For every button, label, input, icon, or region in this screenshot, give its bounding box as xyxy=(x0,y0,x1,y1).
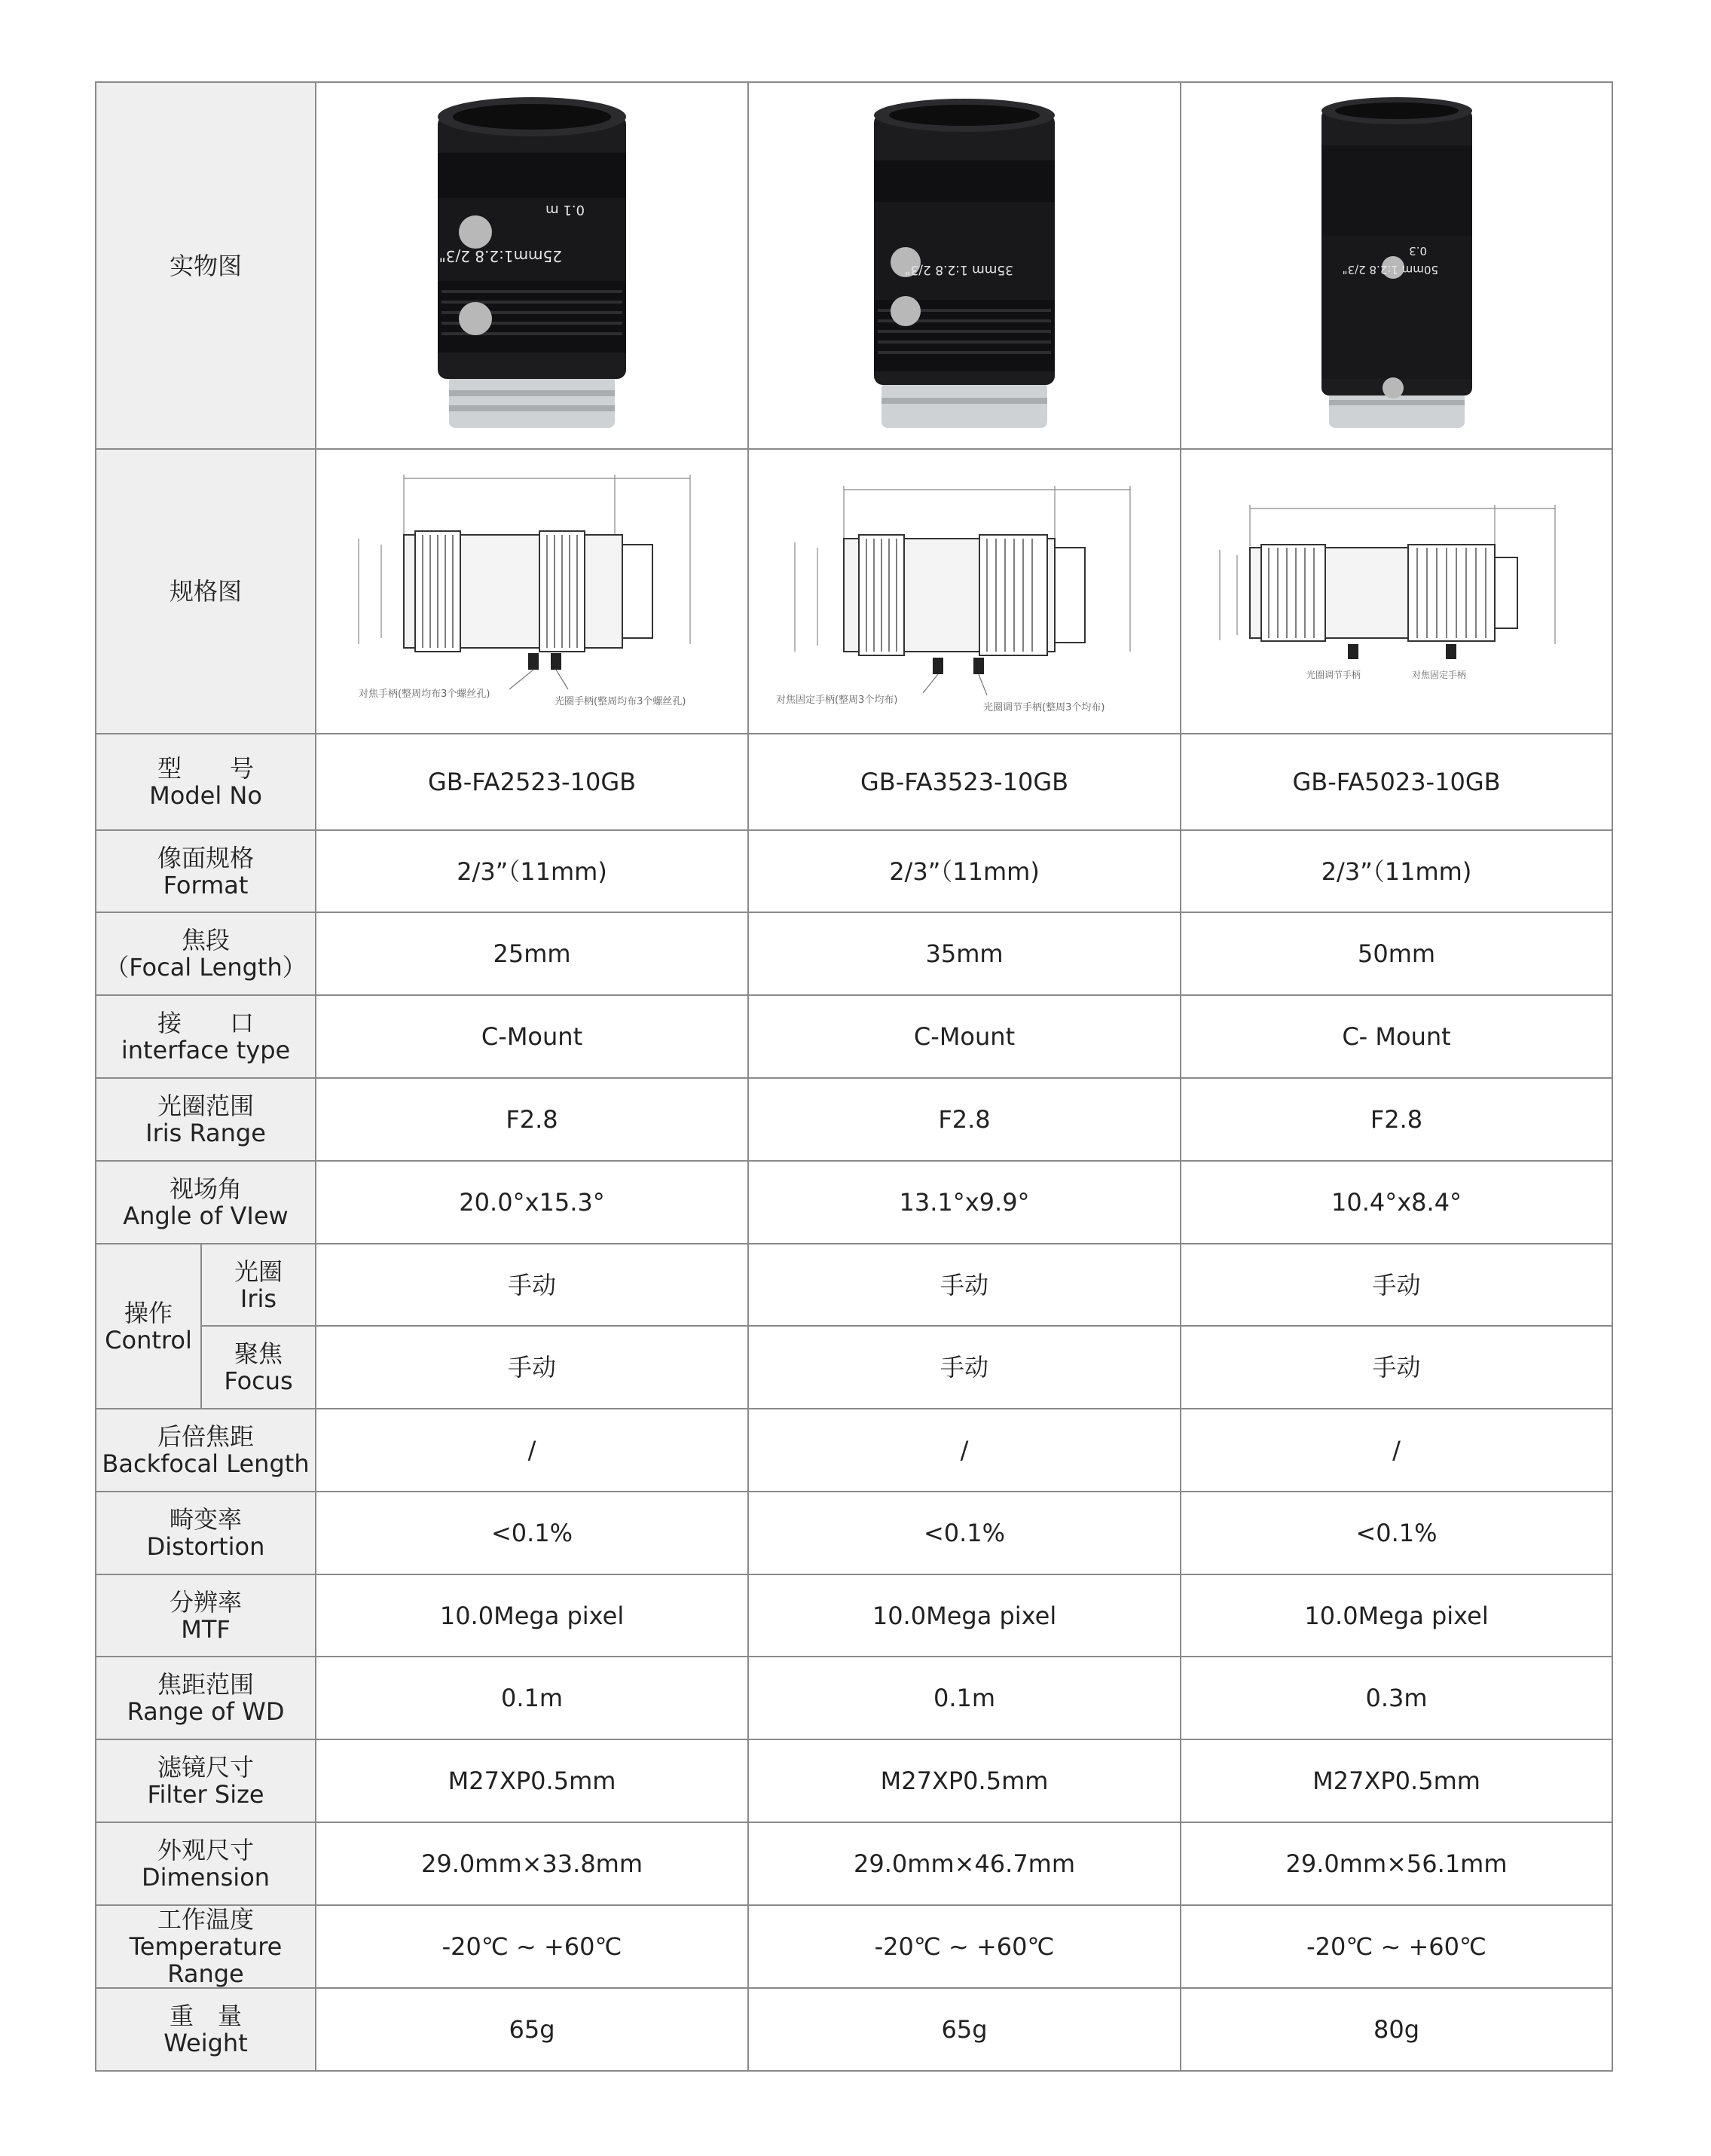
dimension-value: 29.0mm×46.7mm xyxy=(748,1822,1181,1905)
label-drawing: 规格图 xyxy=(96,449,316,734)
lens-drawing-3 xyxy=(1181,449,1612,734)
lens-3-focus-mark: 0.3 xyxy=(1408,243,1427,258)
lens-3-note-iris: 光圈调节手柄 xyxy=(1306,670,1361,680)
lens-drawing-1 xyxy=(316,449,748,734)
working-distance-value: 0.1m xyxy=(748,1657,1181,1739)
lens-drawing-2 xyxy=(748,449,1181,734)
weight-value: 65g xyxy=(316,1988,748,2071)
row-backfocal xyxy=(96,1409,1612,1492)
label-working-distance: 焦距范围 Range of WD xyxy=(96,1657,316,1739)
distortion-value: <0.1% xyxy=(316,1492,748,1574)
filter-size-value: M27XP0.5mm xyxy=(748,1739,1181,1822)
lens-photo-3 xyxy=(1181,82,1612,449)
temperature-value: -20℃ ~ +60℃ xyxy=(1181,1905,1612,1988)
iris-control-value: 手动 xyxy=(1181,1244,1612,1326)
lens-2-engraving: 35mm 1:2.8 2/3" xyxy=(904,261,1014,277)
row-drawing xyxy=(96,449,1612,734)
backfocal-value: / xyxy=(748,1409,1181,1492)
row-photo xyxy=(96,82,1612,449)
label-interface: 接 口 interface type xyxy=(96,995,316,1078)
row-distortion xyxy=(96,1492,1612,1574)
lens-photo-1 xyxy=(316,82,748,449)
lens-2-illustration xyxy=(851,93,1077,439)
iris-control-value: 手动 xyxy=(316,1244,748,1326)
label-dimension: 外观尺寸 Dimension xyxy=(96,1822,316,1905)
row-working-distance xyxy=(96,1657,1612,1739)
lens-2-note-focus: 对焦固定手柄(整周3个均布) xyxy=(776,695,898,706)
row-interface xyxy=(96,995,1612,1078)
distortion-value: <0.1% xyxy=(1181,1492,1612,1574)
row-focal-length xyxy=(96,912,1612,995)
iris-control-value: 手动 xyxy=(748,1244,1181,1326)
label-temperature: 工作温度 Temperature Range xyxy=(96,1905,316,1988)
model-value: GB-FA2523-10GB xyxy=(316,734,748,830)
weight-value: 65g xyxy=(748,1988,1181,2071)
label-mtf: 分辨率 MTF xyxy=(96,1574,316,1657)
working-distance-value: 0.3m xyxy=(1181,1657,1612,1739)
distortion-value: <0.1% xyxy=(748,1492,1181,1574)
row-mtf xyxy=(96,1574,1612,1657)
row-filter-size xyxy=(96,1739,1612,1822)
row-control-focus xyxy=(96,1326,1612,1409)
mtf-value: 10.0Mega pixel xyxy=(316,1574,748,1657)
row-dimension xyxy=(96,1822,1612,1905)
backfocal-value: / xyxy=(316,1409,748,1492)
lens-2-dimension-drawing xyxy=(761,456,1168,727)
interface-value: C-Mount xyxy=(748,995,1181,1078)
dimension-value: 29.0mm×56.1mm xyxy=(1181,1822,1612,1905)
lens-3-illustration xyxy=(1306,93,1487,439)
temperature-value: -20℃ ~ +60℃ xyxy=(748,1905,1181,1988)
lens-1-focus-mark: 0.1 m xyxy=(545,201,585,218)
lens-1-dimension-drawing xyxy=(328,456,735,727)
lens-2-note-iris: 光圈调节手柄(整周3个均布) xyxy=(983,702,1105,713)
label-distortion: 畸变率 Distortion xyxy=(96,1492,316,1574)
lens-1-note-iris: 光圈手柄(整周均布3个螺丝孔) xyxy=(555,696,686,707)
focus-control-value: 手动 xyxy=(316,1326,748,1409)
row-temperature xyxy=(96,1905,1612,1988)
row-format xyxy=(96,830,1612,912)
label-control: 操作 Control xyxy=(96,1244,201,1409)
iris-range-value: F2.8 xyxy=(316,1078,748,1161)
iris-range-value: F2.8 xyxy=(748,1078,1181,1161)
focal-length-value: 25mm xyxy=(316,912,748,995)
focus-control-value: 手动 xyxy=(1181,1326,1612,1409)
label-iris: 光圈 Iris xyxy=(201,1244,316,1326)
lens-photo-2 xyxy=(748,82,1181,449)
angle-of-view-value: 20.0°x15.3° xyxy=(316,1161,748,1244)
mtf-value: 10.0Mega pixel xyxy=(1181,1574,1612,1657)
row-iris-range xyxy=(96,1078,1612,1161)
label-weight: 重 量 Weight xyxy=(96,1988,316,2071)
angle-of-view-value: 10.4°x8.4° xyxy=(1181,1161,1612,1244)
label-photo: 实物图 xyxy=(96,82,316,449)
label-focus: 聚焦 Focus xyxy=(201,1326,316,1409)
model-value: GB-FA3523-10GB xyxy=(748,734,1181,830)
filter-size-value: M27XP0.5mm xyxy=(1181,1739,1612,1822)
row-control-iris xyxy=(96,1244,1612,1326)
row-angle-of-view xyxy=(96,1161,1612,1244)
lens-1-note-focus: 对焦手柄(整周均布3个螺丝孔) xyxy=(359,689,490,700)
label-filter-size: 滤镜尺寸 Filter Size xyxy=(96,1739,316,1822)
lens-3-engraving: 50mm 1:2.8 2/3" xyxy=(1342,262,1438,276)
model-value: GB-FA5023-10GB xyxy=(1181,734,1612,830)
label-iris-range: 光圈范围 Iris Range xyxy=(96,1078,316,1161)
weight-value: 80g xyxy=(1181,1988,1612,2071)
working-distance-value: 0.1m xyxy=(316,1657,748,1739)
backfocal-value: / xyxy=(1181,1409,1612,1492)
lens-spec-table xyxy=(95,81,1613,2072)
iris-range-value: F2.8 xyxy=(1181,1078,1612,1161)
row-weight xyxy=(96,1988,1612,2071)
interface-value: C- Mount xyxy=(1181,995,1612,1078)
lens-3-note-focus: 对焦固定手柄 xyxy=(1411,670,1466,680)
label-angle-of-view: 视场角 Angle of VIew xyxy=(96,1161,316,1244)
mtf-value: 10.0Mega pixel xyxy=(748,1574,1181,1657)
format-value: 2/3”（11mm) xyxy=(1181,830,1612,912)
format-value: 2/3”（11mm) xyxy=(748,830,1181,912)
row-model xyxy=(96,734,1612,830)
label-model: 型 号 Model No xyxy=(96,734,316,830)
focus-control-value: 手动 xyxy=(748,1326,1181,1409)
focal-length-value: 35mm xyxy=(748,912,1181,995)
interface-value: C-Mount xyxy=(316,995,748,1078)
lens-3-dimension-drawing xyxy=(1193,456,1600,727)
format-value: 2/3”（11mm) xyxy=(316,830,748,912)
lens-1-illustration xyxy=(404,93,660,439)
temperature-value: -20℃ ~ +60℃ xyxy=(316,1905,748,1988)
label-backfocal: 后倍焦距 Backfocal Length xyxy=(96,1409,316,1492)
label-format: 像面规格 Format xyxy=(96,830,316,912)
lens-1-engraving: 25mm1:2.8 2/3" xyxy=(438,246,563,265)
filter-size-value: M27XP0.5mm xyxy=(316,1739,748,1822)
dimension-value: 29.0mm×33.8mm xyxy=(316,1822,748,1905)
label-focal-length: 焦段 （Focal Length） xyxy=(96,912,316,995)
focal-length-value: 50mm xyxy=(1181,912,1612,995)
angle-of-view-value: 13.1°x9.9° xyxy=(748,1161,1181,1244)
